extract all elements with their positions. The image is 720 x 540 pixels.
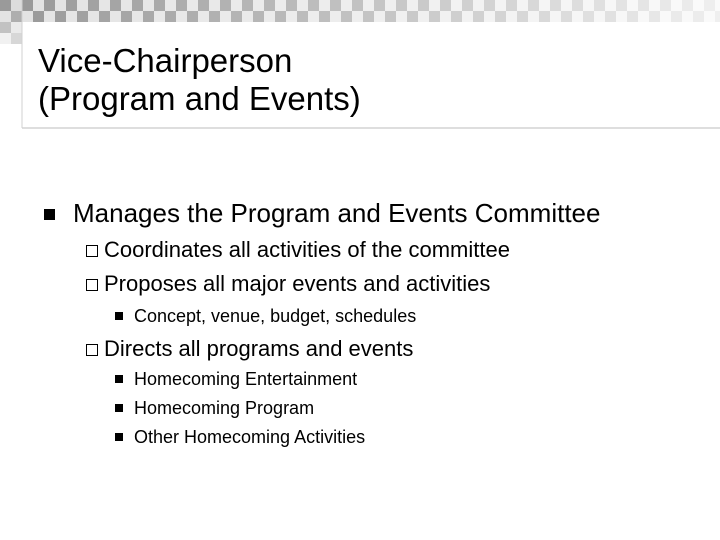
checker-tile [704, 0, 715, 11]
checker-tile [407, 0, 418, 11]
checker-tile [440, 0, 451, 11]
hollow-square-bullet-icon [86, 245, 98, 257]
checker-tile [385, 0, 396, 11]
filled-square-bullet-icon [44, 209, 55, 220]
checker-tile [473, 11, 484, 22]
checker-tile [374, 0, 385, 11]
checker-tile [231, 0, 242, 11]
checker-tile [594, 0, 605, 11]
checker-tile [561, 0, 572, 11]
checker-tile [517, 11, 528, 22]
checker-tile [264, 11, 275, 22]
checker-tile [495, 11, 506, 22]
checker-tile [55, 0, 66, 11]
checker-tile [319, 0, 330, 11]
checker-tile [484, 11, 495, 22]
checker-tile [561, 11, 572, 22]
checker-tile [715, 0, 720, 11]
checker-tile [319, 11, 330, 22]
checker-tile [110, 11, 121, 22]
checker-tile [627, 11, 638, 22]
checker-tile [242, 11, 253, 22]
checker-tile [484, 0, 495, 11]
checker-tile [143, 0, 154, 11]
checker-tile [671, 0, 682, 11]
checker-tile [693, 11, 704, 22]
checker-tile [374, 11, 385, 22]
checker-tile [429, 0, 440, 11]
checker-tile [682, 11, 693, 22]
checker-tile [627, 0, 638, 11]
filled-square-bullet-icon [115, 375, 123, 383]
checker-tile [77, 11, 88, 22]
checker-tile [154, 0, 165, 11]
checker-tile [429, 11, 440, 22]
checker-tile [209, 11, 220, 22]
checker-tile [363, 11, 374, 22]
checker-tile [132, 11, 143, 22]
checker-tile [352, 11, 363, 22]
checker-tile [528, 11, 539, 22]
checker-tile [396, 0, 407, 11]
checker-tile [462, 0, 473, 11]
checker-tile [198, 0, 209, 11]
bullet-level1-text: Manages the Program and Events Committee [73, 198, 601, 228]
checker-tile [418, 11, 429, 22]
checker-tile [418, 0, 429, 11]
checker-tile [308, 11, 319, 22]
checker-tile [297, 0, 308, 11]
checker-tile [198, 11, 209, 22]
checker-tile [165, 0, 176, 11]
checker-tile [451, 0, 462, 11]
checker-tile [440, 11, 451, 22]
checker-tile [572, 11, 583, 22]
title-line-1: Vice-Chairperson [38, 42, 293, 79]
checker-tile [539, 11, 550, 22]
checker-tile [660, 11, 671, 22]
checker-tile [231, 11, 242, 22]
checker-tile [0, 0, 11, 11]
checker-tile [550, 11, 561, 22]
checker-tile [550, 0, 561, 11]
checker-tile [44, 11, 55, 22]
checker-tile [605, 0, 616, 11]
filled-square-bullet-icon [115, 404, 123, 412]
checker-tile [286, 0, 297, 11]
checker-tile [495, 0, 506, 11]
checker-tile [715, 11, 720, 22]
hollow-square-bullet-icon [86, 344, 98, 356]
checker-tile [352, 0, 363, 11]
checker-tile [176, 11, 187, 22]
checker-tile [462, 11, 473, 22]
checker-tile [330, 0, 341, 11]
title-line-2: (Program and Events) [38, 80, 361, 117]
checker-tile [473, 0, 484, 11]
checker-tile [0, 11, 11, 22]
checker-tile [77, 0, 88, 11]
checker-tile [143, 11, 154, 22]
checker-tile [33, 0, 44, 11]
hollow-square-bullet-icon [86, 279, 98, 291]
slide-title [38, 42, 698, 118]
checker-tile [682, 0, 693, 11]
checker-tile [341, 11, 352, 22]
checker-tile [308, 0, 319, 11]
bullet-sub3-item-text: Homecoming Entertainment [134, 369, 358, 389]
checker-tile [88, 0, 99, 11]
checker-tile [572, 0, 583, 11]
bullet-sub3-item-text: Homecoming Program [134, 398, 315, 418]
checker-tile [385, 11, 396, 22]
checker-tile [66, 11, 77, 22]
checker-tile [121, 0, 132, 11]
checker-tile [220, 0, 231, 11]
checker-tile [22, 0, 33, 11]
checker-tile [66, 0, 77, 11]
checker-tile [616, 0, 627, 11]
checker-tile [242, 0, 253, 11]
checker-tile [220, 11, 231, 22]
checker-tile [11, 0, 22, 11]
checker-tile [0, 22, 11, 33]
checker-tile [451, 11, 462, 22]
checker-tile [264, 0, 275, 11]
bullet-sub1-text: Coordinates all activities of the committee [104, 237, 510, 262]
checker-tile [363, 0, 374, 11]
checker-tile [539, 0, 550, 11]
checker-tile [253, 0, 264, 11]
checker-tile [286, 11, 297, 22]
checker-tile [187, 11, 198, 22]
checker-tile [11, 33, 22, 44]
bullet-sub3-text: Directs all programs and events [104, 336, 414, 361]
checker-tile [396, 11, 407, 22]
checker-tile [132, 0, 143, 11]
checker-tile [44, 0, 55, 11]
checker-tile [704, 11, 715, 22]
checker-tile [275, 0, 286, 11]
checker-tile [649, 0, 660, 11]
checker-tile [176, 0, 187, 11]
checker-tile [407, 11, 418, 22]
bullet-sub2-detail-text: Concept, venue, budget, schedules [134, 306, 417, 326]
checker-tile [33, 11, 44, 22]
checker-tile [275, 11, 286, 22]
filled-square-bullet-icon [115, 433, 123, 441]
checker-tile [99, 0, 110, 11]
checker-tile [693, 0, 704, 11]
checker-tile [528, 0, 539, 11]
checker-tile [517, 0, 528, 11]
checker-tile [638, 0, 649, 11]
checker-tile [649, 11, 660, 22]
checker-tile [583, 0, 594, 11]
checker-tile [22, 11, 33, 22]
checker-tile [616, 11, 627, 22]
checker-tile [253, 11, 264, 22]
checker-tile [11, 11, 22, 22]
checker-tile [110, 0, 121, 11]
bullet-sub2-text: Proposes all major events and activities [104, 271, 491, 296]
checker-tile [55, 11, 66, 22]
checker-tile [121, 11, 132, 22]
bullet-sub3-item-text: Other Homecoming Activities [134, 427, 366, 447]
checker-tile [605, 11, 616, 22]
checker-tile [297, 11, 308, 22]
checker-tile [209, 0, 220, 11]
checker-tile [88, 11, 99, 22]
checker-tile [165, 11, 176, 22]
checker-tile [506, 11, 517, 22]
checker-tile [187, 0, 198, 11]
checker-tile [594, 11, 605, 22]
checker-tile [583, 11, 594, 22]
checker-tile [660, 0, 671, 11]
filled-square-bullet-icon [115, 312, 123, 320]
checker-tile [0, 33, 11, 44]
checker-tile [330, 11, 341, 22]
checker-tile [506, 0, 517, 11]
checker-tile [638, 11, 649, 22]
checker-tile [154, 11, 165, 22]
checker-tile [671, 11, 682, 22]
checker-tile [11, 22, 22, 33]
checker-tile [99, 11, 110, 22]
checker-tile [341, 0, 352, 11]
